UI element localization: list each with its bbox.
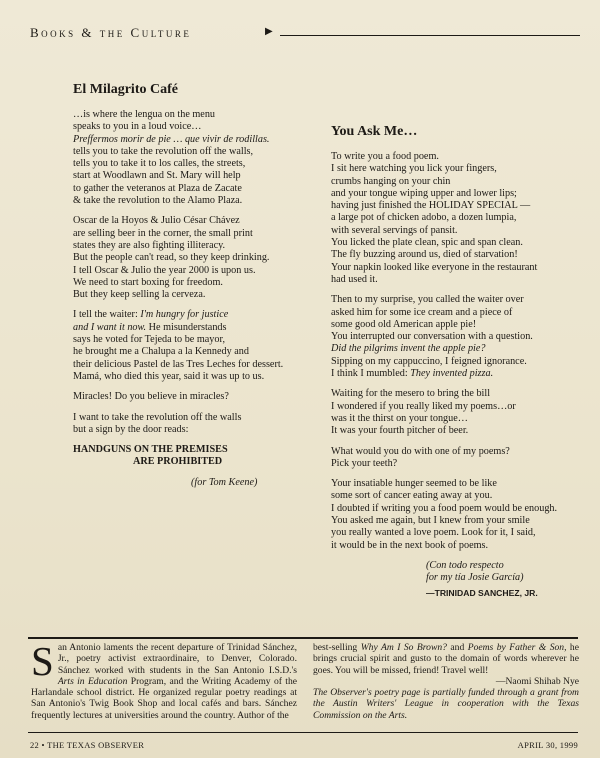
bio-text: best-selling — [313, 642, 361, 653]
poem-line: Mamá, who died this year, said it was up to us. — [73, 370, 265, 382]
stanza — [331, 388, 586, 437]
bio-right-column — [313, 642, 579, 721]
stanza — [73, 444, 313, 469]
poem-line: some sort of cancer eating away at you. — [331, 490, 493, 502]
poem-el-milagrito-cafe — [73, 82, 313, 497]
poem-line: Pick your teeth? — [331, 457, 398, 469]
poem-line: it would be in the next book of poems. — [331, 539, 489, 551]
poem-line: But they keep selling la cerveza. — [73, 289, 206, 301]
poem-line: states they are also fighting illiteracy. — [73, 239, 226, 251]
poem-line: having just finished the HOLIDAY SPECIAL — — [331, 200, 531, 212]
dedication-block — [331, 560, 586, 599]
bio-paragraph — [31, 638, 298, 721]
bio-text-italic: Arts in Education — [57, 675, 128, 687]
poem-text-italic: They invented pizza. — [410, 368, 494, 380]
stanza — [331, 446, 586, 471]
poem-line: …is where the lengua on the menu — [73, 109, 216, 120]
poem-line: a large pot of chicken adobo, a dozen lumpia, — [331, 212, 517, 224]
poem-line: to gather the veteranos at Plaza de Zacate — [73, 182, 242, 194]
section-title: Books & the Culture — [30, 25, 192, 40]
triangle-arrow-icon: ▶ — [265, 26, 273, 37]
poem-line: Your insatiable hunger seemed to be like — [331, 478, 497, 490]
sign-text: ARE PROHIBITED — [133, 456, 223, 468]
footer-date: APRIL 30, 1999 — [517, 740, 578, 750]
stanza — [331, 294, 586, 380]
poem-line: & take the revolution to the Alamo Plaza. — [73, 195, 243, 207]
bio-signature: —Naomi Shihab Nye — [495, 675, 579, 687]
poem-line — [331, 368, 586, 380]
poem-line: crumbs hanging on your chin — [331, 175, 451, 187]
poem-line: asked him for some ice cream and a piece of — [331, 306, 513, 318]
poem-line: start at Woodlawn and St. Mary will help — [73, 170, 241, 182]
poem-text: I tell the waiter: — [73, 309, 141, 321]
poem-line: he brought me a Chalupa a la Kennedy and — [73, 346, 249, 358]
poem-line: Then to my surprise, you called the waiter over — [331, 294, 524, 306]
bio-text: Program, and the Writing Academy of the Harlandale school district. He organized regular poetry readings at San Antonio's Twig Book Shop and local cafés and bars. Sánchez frequently lectures at universities around the country. Author of the — [31, 675, 298, 721]
poem-line: Miracles! Do you believe in miracles? — [73, 391, 229, 403]
poem-line: What would you do with one of my poems? — [331, 445, 510, 457]
stanza — [73, 215, 313, 301]
poem-text-italic: and I want it now. — [73, 321, 147, 333]
sign-text: HANDGUNS ON THE PREMISES — [73, 444, 228, 456]
bio-paragraph — [313, 642, 579, 676]
dedication: for my tía Josie García) — [426, 572, 524, 584]
book-title: Why Am I So Brown? — [360, 642, 447, 653]
poem-line: I wondered if you really liked my poems…or — [331, 400, 516, 412]
poem-line: To write you a food poem. — [331, 151, 439, 162]
poem-line: I sit here watching you lick your fingers, — [331, 163, 497, 175]
poem-title: El Milagrito Café — [73, 82, 178, 97]
poem-text: I think I mumbled: — [331, 368, 411, 380]
poem-line: tells you to take the revolution off the walls, — [73, 145, 254, 157]
poem-line: Oscar de la Hoyos & Julio César Chávez — [73, 215, 240, 227]
poem-text-italic: I'm hungry for justice — [140, 309, 229, 321]
poem-line: had used it. — [331, 273, 378, 285]
poem-line: The fly buzzing around us, died of starvation! — [331, 249, 518, 261]
poem-line: Did the pilgrims invent the apple pie? — [331, 343, 486, 355]
poem-line: Sipping on my cappuccino, I feigned ignorance. — [331, 355, 527, 367]
poem-line: their delicious Pastel de las Tres Leches for dessert. — [73, 358, 284, 370]
poem-line: Preffermos morir de pie … que vivir de rodillas. — [73, 133, 270, 145]
poem-line: But the people can't read, so they keep drinking. — [73, 252, 270, 264]
stanza — [331, 478, 586, 552]
poem-line: We need to start boxing for freedom. — [73, 276, 223, 288]
dedication: (for Tom Keene) — [191, 476, 258, 488]
poem-line — [73, 309, 313, 321]
footer-rule — [28, 732, 578, 733]
stanza — [73, 477, 313, 489]
poem-line: I want to take the revolution off the walls — [73, 411, 242, 423]
footer-page-info: 22 • THE TEXAS OBSERVER — [30, 740, 145, 750]
bio-text: and — [446, 642, 468, 653]
poem-line: You interrupted our conversation with a question. — [331, 331, 533, 343]
book-title: Poems by Father & Son, — [467, 642, 567, 653]
author-signature: —TRINIDAD SANCHEZ, JR. — [426, 587, 538, 598]
header-rule — [280, 35, 580, 36]
poem-line: speaks to you in a loud voice… — [73, 121, 202, 133]
poem-text: He misunderstands — [146, 321, 227, 333]
stanza — [73, 391, 313, 403]
bio-text: he brings crucial spirit and gusto to the domain of words wherever he goes. You will be missed, friend! Travel well! — [313, 642, 579, 676]
poem-line: You licked the plate clean, spic and span clean. — [331, 237, 523, 249]
bio-left-column — [31, 638, 298, 721]
poem-you-ask-me — [331, 124, 586, 607]
drop-cap: S — [31, 638, 54, 684]
poem-line: with several servings of pansit. — [331, 224, 458, 236]
stanza — [331, 151, 586, 286]
stanza — [73, 109, 313, 207]
poem-line: tells you to take it to los calles, the streets, — [73, 158, 246, 170]
poem-line: I doubted if writing you a food poem would be enough. — [331, 502, 558, 514]
poem-line: you really wanted a love poem. Look for it, I said, — [331, 527, 536, 539]
bio-top-rule — [28, 637, 578, 639]
poem-line: are selling beer in the corner, the small print — [73, 227, 253, 239]
dedication: (Con todo respecto — [426, 559, 504, 571]
poem-line: was it the thirst on your tongue… — [331, 412, 468, 424]
poem-line: says he voted for Tejeda to be mayor, — [73, 334, 226, 346]
stanza — [73, 412, 313, 437]
poem-line: Waiting for the mesero to bring the bill — [331, 388, 491, 400]
poem-line: You asked me again, but I knew from your smile — [331, 515, 530, 527]
poem-line: I tell Oscar & Julio the year 2000 is upon us. — [73, 264, 256, 276]
poem-line: It was your fourth pitcher of beer. — [331, 425, 469, 437]
poem-line: and your tongue wiping upper and lower lips; — [331, 187, 517, 199]
poem-line: some good old American apple pie! — [331, 318, 477, 330]
section-header — [30, 25, 580, 45]
poem-line: but a sign by the door reads: — [73, 423, 189, 435]
bio-text: an Antonio laments the recent departure of Trinidad Sánchez, Jr., poetry activist extraordinaire, to Denver, Colorado. Sánchez worked with students in the San Antonio I.S.D.'s — [57, 642, 297, 676]
funding-note: The Observer's poetry page is partially funded through a grant from the Austin Writers' League in cooperation with the Texas Commission on the Arts. — [313, 687, 579, 721]
stanza — [73, 309, 313, 383]
poem-title: You Ask Me… — [331, 124, 418, 139]
poem-line — [73, 322, 313, 334]
poem-line: Your napkin looked like everyone in the restaurant — [331, 261, 538, 273]
